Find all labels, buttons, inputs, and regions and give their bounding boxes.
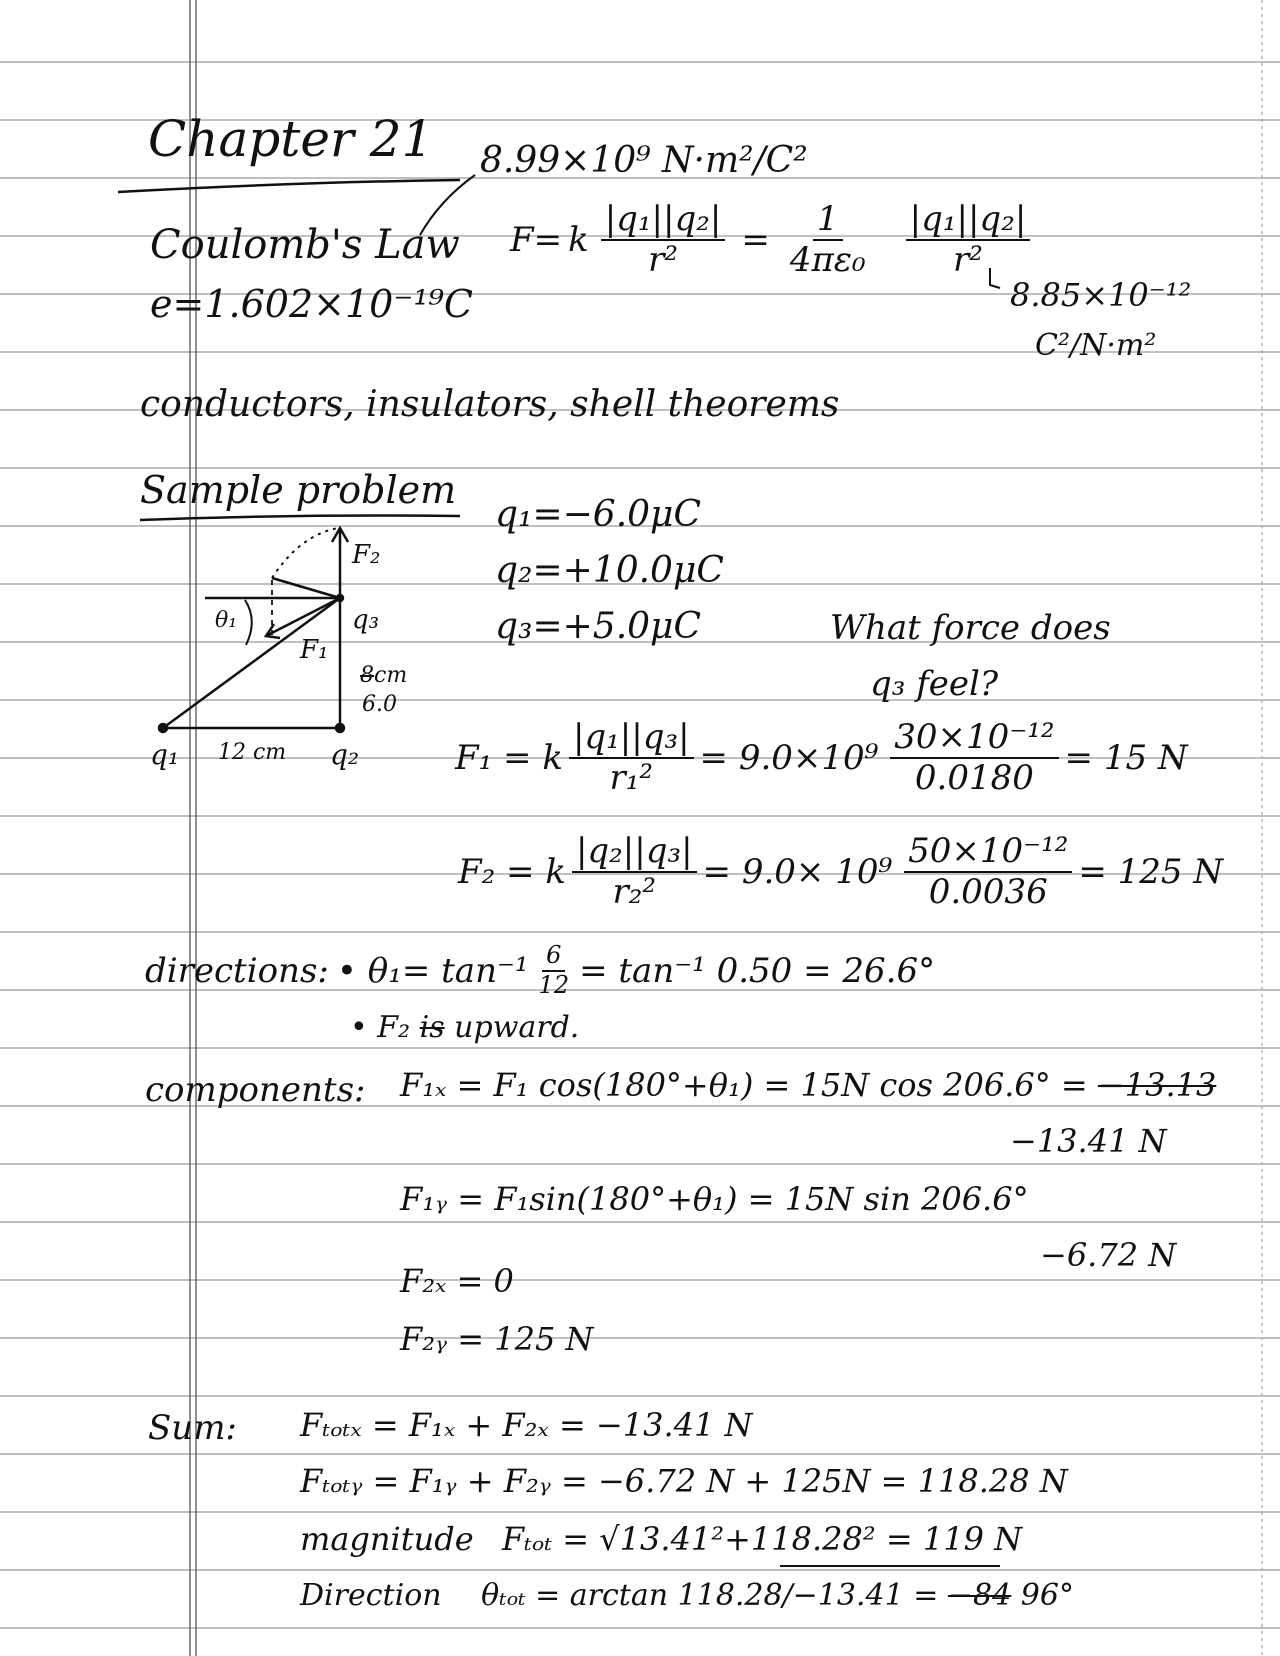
- coulomb-f-eq: F=: [510, 220, 563, 261]
- diagram-label-q2: q₂: [330, 738, 360, 771]
- sum-label: Sum:: [148, 1408, 237, 1448]
- f2-direction-struck: is: [419, 1010, 445, 1045]
- charge-diagram: [159, 528, 348, 732]
- f2-frac-1: [572, 832, 697, 912]
- electron-charge: e=1.602×10⁻¹⁹C: [150, 282, 473, 326]
- sum-line-1: Fₜₒₜₓ = F₁ₓ + F₂ₓ = −13.41 N: [300, 1406, 753, 1444]
- page-title: Chapter 21: [148, 110, 434, 168]
- f1-result: = 15 N: [1064, 738, 1188, 779]
- directions-theta-prefix: • θ₁= tan⁻¹: [336, 950, 529, 991]
- f2-direction-prefix: • F₂: [350, 1010, 411, 1045]
- question-line-2: q₃ feel?: [870, 664, 999, 704]
- f2-lhs: F₂ = k: [458, 852, 566, 893]
- directions-theta-frac: [535, 942, 574, 999]
- directions-frac-num: 6: [542, 942, 565, 972]
- f1y-line: F₁ᵧ = F₁sin(180°+θ₁) = 15N sin 206.6°: [400, 1180, 1029, 1218]
- f2-num-2: 50×10⁻¹²: [904, 832, 1072, 873]
- f1x-struck: −13.13: [1097, 1066, 1217, 1104]
- question-line-1: What force does: [830, 608, 1111, 648]
- f2-direction-line: [350, 1010, 579, 1045]
- coulomb-constant-value: 8.99×10⁹ N·m²/C²: [480, 140, 808, 181]
- coulomb-fraction-1: [601, 200, 726, 280]
- direction-line: [300, 1578, 1074, 1613]
- coulomb-num-1: |q₁||q₂|: [601, 200, 726, 241]
- direction-label: Direction: [300, 1578, 442, 1613]
- resultant-line: [272, 578, 340, 598]
- sample-underline: [140, 516, 460, 521]
- coulomb-fraction-2: [786, 200, 870, 280]
- f2-equation: [458, 832, 1223, 912]
- f2x-line: F₂ₓ = 0: [400, 1262, 514, 1300]
- diagram-label-f1: F₁: [300, 635, 329, 665]
- f1-lhs: F₁ = k: [455, 738, 563, 779]
- diagram-label-q3: q₃: [352, 605, 380, 635]
- diagram-side-cm: cm: [374, 663, 408, 688]
- title-underline: [118, 180, 460, 192]
- f1-mid: = 9.0×10⁹: [699, 738, 879, 779]
- magnitude-line: [300, 1520, 1022, 1558]
- f2-num-1: |q₂||q₃|: [572, 832, 697, 873]
- coulomb-equation: [510, 200, 1036, 280]
- charge-q3-value: q₃=+5.0μC: [495, 606, 701, 647]
- diagram-label-q1: q₁: [150, 738, 180, 771]
- direction-result: 96°: [1020, 1578, 1074, 1613]
- diagram-label-theta: θ₁: [215, 608, 238, 633]
- epsilon-value: 8.85×10⁻¹²: [1010, 276, 1192, 314]
- charge-q1-value: q₁=−6.0μC: [495, 494, 701, 535]
- magnitude-label: magnitude: [300, 1520, 474, 1558]
- directions-frac-den: 12: [538, 970, 570, 999]
- f2-frac-2: [904, 832, 1072, 912]
- coulomb-one: 1: [813, 200, 843, 241]
- coulomb-law-label: Coulomb's Law: [150, 222, 460, 268]
- charge-q2-value: q₂=+10.0μC: [495, 550, 724, 591]
- directions-line: [145, 942, 935, 999]
- f2-den-1: r₂²: [612, 872, 656, 913]
- f1-num-2: 30×10⁻¹²: [890, 718, 1058, 759]
- coulomb-den-1: r²: [648, 240, 678, 281]
- f1x-line: [400, 1066, 1216, 1104]
- direction-expr: θₜₒₜ = arctan 118.28/−13.41 =: [481, 1578, 939, 1613]
- charge-q1-dot: [159, 724, 167, 732]
- topics-line: conductors, insulators, shell theorems: [140, 384, 840, 425]
- dotted-arc: [272, 528, 338, 578]
- diagram-side-struck: 8: [360, 663, 374, 688]
- magnitude-expr: Fₜₒₜ = √13.41²+118.28² = 119 N: [501, 1520, 1023, 1558]
- f1-equation: [455, 718, 1188, 798]
- directions-theta-result: = tan⁻¹ 0.50 = 26.6°: [579, 950, 936, 991]
- epsilon-units: C²/N·m²: [1035, 328, 1157, 363]
- f1-vector: [266, 598, 340, 636]
- coulomb-equals: =: [741, 220, 770, 261]
- coulomb-num-2: |q₁||q₂|: [906, 200, 1031, 241]
- f1-frac-1: [569, 718, 694, 798]
- f1y-value: −6.72 N: [1040, 1236, 1177, 1274]
- coulomb-fraction-3: [906, 200, 1031, 280]
- f2y-line: F₂ᵧ = 125 N: [400, 1320, 594, 1358]
- charge-q3-dot: [337, 595, 343, 601]
- directions-label: directions:: [145, 950, 329, 991]
- f1x-expr: F₁ₓ = F₁ cos(180°+θ₁) = 15N cos 206.6° =: [400, 1066, 1088, 1104]
- f1x-value: −13.41 N: [1010, 1122, 1167, 1160]
- f2-direction-rest: upward.: [454, 1010, 580, 1045]
- coulomb-den-2: r²: [953, 240, 983, 281]
- sum-line-2: Fₜₒₜᵧ = F₁ᵧ + F₂ᵧ = −6.72 N + 125N = 118.28 N: [300, 1462, 1068, 1500]
- f1-den-1: r₁²: [609, 758, 653, 799]
- diagram-side-length: [360, 663, 407, 688]
- f1-den-2: 0.0180: [914, 758, 1034, 799]
- f2-result: = 125 N: [1078, 852, 1224, 893]
- diagram-base-length: 12 cm: [218, 740, 287, 765]
- components-label: components:: [145, 1070, 366, 1110]
- f1-frac-2: [890, 718, 1058, 798]
- f2-mid: = 9.0× 10⁹: [702, 852, 893, 893]
- charge-q2-dot: [336, 724, 344, 732]
- f2-den-2: 0.0036: [928, 872, 1048, 913]
- diagram-label-f2: F₂: [352, 540, 381, 570]
- coulomb-k: k: [568, 220, 589, 261]
- diagram-side-new: 6.0: [362, 692, 397, 717]
- sample-problem-heading: Sample problem: [140, 468, 457, 512]
- coulomb-four-pi-eps: 4πε₀: [789, 240, 866, 281]
- angle-arc: [245, 600, 252, 645]
- f1-num-1: |q₁||q₃|: [569, 718, 694, 759]
- direction-struck: −84: [947, 1578, 1012, 1613]
